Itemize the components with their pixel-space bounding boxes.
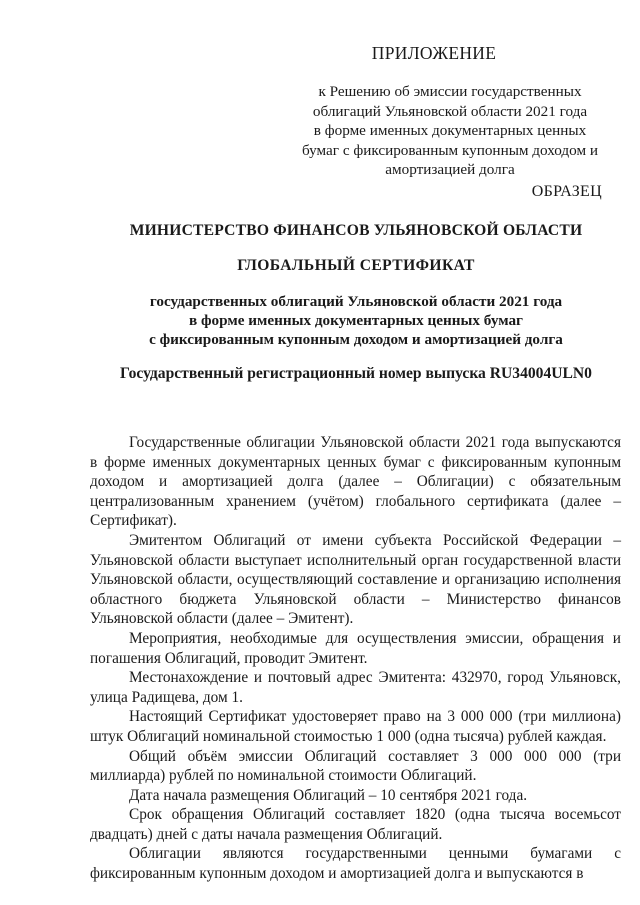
body-paragraph: Настоящий Сертификат удостоверяет право на 3 000 000 (три миллиона) штук Облигаций номинальной стоимостью 1 000 (одна тысяча) рублей каждая. — [90, 708, 621, 745]
registration-number: Государственный регистрационный номер выпуска RU34004ULN0 — [120, 365, 592, 382]
appendix-reference — [300, 82, 600, 180]
body-paragraph: Облигации являются государственными ценными бумагами с фиксированным купонным доходом и амортизацией долга и выпускаются в — [90, 845, 621, 883]
appendix-line: в форме именных документарных ценных — [313, 122, 587, 139]
body-paragraph: Мероприятия, необходимые для осуществления эмиссии, обращения и погашения Облигаций, проводит Эмитент. — [90, 629, 621, 667]
body-paragraph: Дата начала размещения Облигаций – 10 сентября 2021 года. — [129, 786, 528, 804]
body-paragraph: Местонахождение и почтовый адрес Эмитента: 432970, город Ульяновск, улица Радищева, дом 1. — [90, 669, 621, 706]
sample-mark: ОБРАЗЕЦ — [531, 183, 602, 200]
body-paragraph: Общий объём эмиссии Облигаций составляет 3 000 000 000 (три миллиарда) рублей по номинальной стоимости Облигаций. — [90, 747, 621, 785]
body-paragraph: Срок обращения Облигаций составляет 1820 (одна тысяча восемьсот двадцать) дней с даты начала размещения Облигаций. — [90, 806, 621, 843]
body-paragraph: Эмитентом Облигаций от имени субъекта Российской Федерации – Ульяновской области выступает исполнительный орган государственной власти Ульяновской области, осуществляющий составление и организацию исполнения областного бюджета Ульяновской области – Министерство финансов Ульяновской области (далее – Эмитент). — [90, 531, 621, 628]
appendix-line: к Решению об эмиссии государственных — [318, 83, 582, 100]
subtitle-line: с фиксированным купонным доходом и амортизацией долга — [149, 331, 563, 348]
appendix-line: бумаг с фиксированным купонным доходом и — [302, 141, 598, 159]
appendix-line: амортизацией долга — [385, 161, 515, 178]
appendix-line: облигаций Ульяновской области 2021 года — [312, 102, 588, 120]
certificate-subtitle — [0, 292, 640, 349]
subtitle-line: государственных облигаций Ульяновской области 2021 года — [149, 293, 563, 310]
appendix-title: ПРИЛОЖЕНИЕ — [371, 43, 497, 63]
certificate-heading: ГЛОБАЛЬНЫЙ СЕРТИФИКАТ — [237, 257, 475, 274]
subtitle-line: в форме именных документарных ценных бумаг — [189, 312, 523, 329]
document-body — [90, 433, 621, 884]
ministry-heading: МИНИСТЕРСТВО ФИНАНСОВ УЛЬЯНОВСКОЙ ОБЛАСТИ — [129, 222, 583, 239]
body-paragraph: Государственные облигации Ульяновской области 2021 года выпускаются в форме именных документарных ценных бумаг с фиксированным купонным доходом и амортизацией долга (далее – Облигации) с обязательным централизованным хранением (учётом) глобального сертификата (далее – Сертификат). — [90, 434, 621, 530]
